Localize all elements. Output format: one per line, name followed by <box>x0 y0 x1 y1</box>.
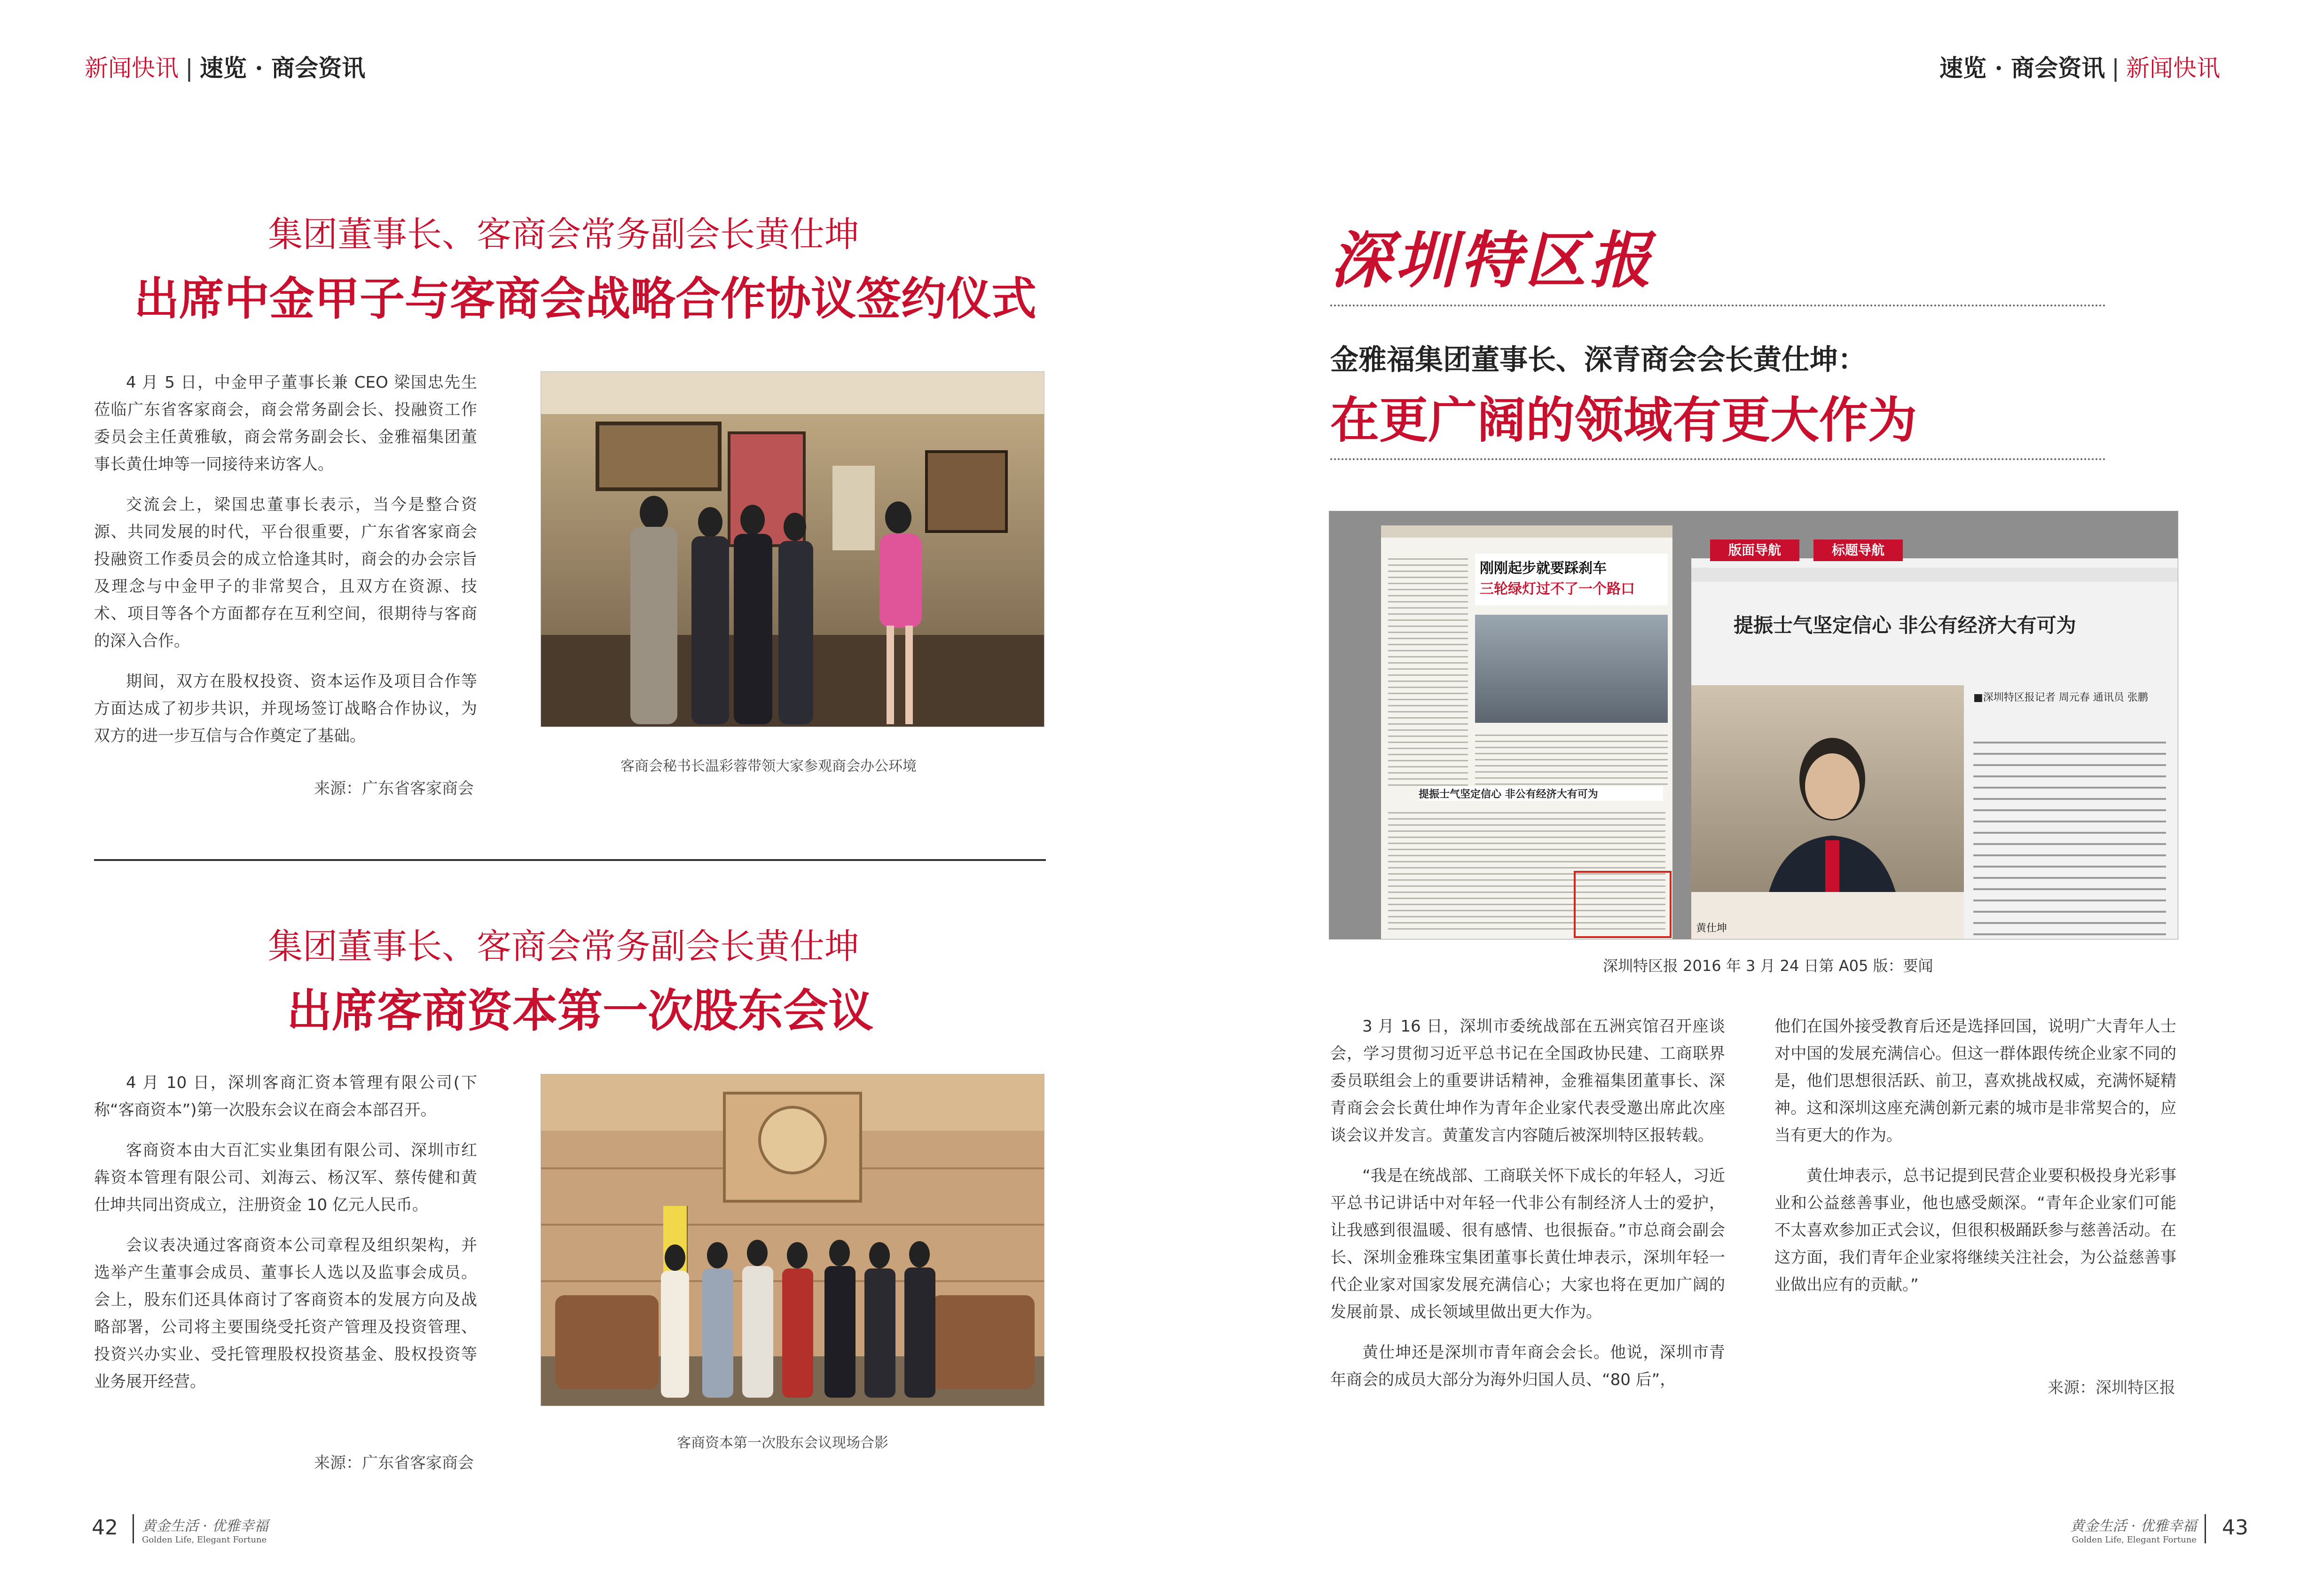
paragraph: 黄仕坤还是深圳市青年商会会长。他说，深圳市青年商会的成员大部分为海外归国人员、“80 后”， <box>1330 1343 1725 1389</box>
right-source: 来源：深圳特区报 <box>2048 1378 2175 1397</box>
article1-title-line2: 出席中金甲子与客商会战略合作协议签约仪式 <box>134 272 1036 325</box>
paragraph: 黄仕坤表示，总书记提到民营企业要积极投身光彩事业和公益慈善事业，他也感受颇深。“青年企业家们可能不太喜欢参加正式会议，但很积极踊跃参与慈善活动。在这方面，我们青年企业家将继续关注社会，为公益慈善事业做出应有的贡献。” <box>1774 1166 2176 1294</box>
article1-body <box>94 369 477 763</box>
paragraph: 他们在国外接受教育后还是选择回国，说明广大青年人士对中国的发展充满信心。但这一群体跟传统企业家不同的是，他们思想很活跃、前卫，喜欢挑战权威，充满怀疑精神。这和深圳这座充满创新元素的城市是非常契合的，应当有更大的作为。 <box>1774 1017 2176 1145</box>
paragraph: 客商资本由大百汇实业集团有限公司、深圳市红犇资本管理有限公司、刘海云、杨汉军、蔡传健和黄仕坤共同出资成立，注册资金 10 亿元人民币。 <box>94 1141 477 1214</box>
reader-pane <box>1691 542 2178 939</box>
page-header-strip <box>1381 525 1672 538</box>
paragraph: 3 月 16 日，深圳市委统战部在五洲宾馆召开座谈会，学习贯彻习近平总书记在全国政协民建、工商联界委员联组会上的重要讲话精神，金雅福集团董事长、深青商会会长黄仕坤作为青年企业家代表受邀出席此次座谈会议并发言。黄董发言内容随后被深圳特区报转载。 <box>1330 1017 1725 1145</box>
news-photo <box>1475 615 1668 723</box>
paragraph: 4 月 5 日，中金甲子董事长兼 CEO 梁国忠先生莅临广东省客家商会，商会常务副会长、投融资工作委员会主任黄雅敏，商会常务副会长、金雅福集团董事长黄仕坤等一同接待来访客人。 <box>94 373 477 474</box>
article1-title-line1: 集团董事长、客商会常务副会长黄仕坤 <box>268 214 859 255</box>
headline-small-2: 三轮绿灯过不了一个路口 <box>1480 581 1635 597</box>
nav-tab-layout[interactable] <box>1710 540 1799 561</box>
right-title-line1: 金雅福集团董事长、深青商会会长黄仕坤： <box>1330 344 1866 376</box>
newspaper-clipping <box>1329 511 2178 939</box>
reader-photo-name-label: 黄仕坤 <box>1696 923 1727 934</box>
article2-photo-caption: 客商资本第一次股东会议现场合影 <box>677 1435 888 1451</box>
left-footer-rule <box>133 1514 134 1543</box>
newspaper-masthead-logo: 深圳特区报 <box>1330 224 1655 296</box>
text-column <box>1388 554 1468 789</box>
left-page-number: 42 <box>92 1516 118 1540</box>
highlighted-article-box <box>1574 871 1672 938</box>
paragraph: 交流会上，梁国忠董事长表示，当今是整合资源、共同发展的时代，平台很重要，广东省客家商会投融资工作委员会的成立恰逢其时，商会的办会宗旨及理念与中金甲子的非常契合，且双方在资源、技术、项目等各个方面都存在互利空间，很期待与客商的深入合作。 <box>94 495 477 650</box>
paragraph: 会议表决通过客商资本公司章程及组织架构，并选举产生董事会成员、董事长人选以及监事会成员。会上，股东们还具体商讨了客商资本的发展方向及战略部署，公司将主要围绕受托资产管理及投资管理、投资兴办实业、受托管理股权投资基金、股权投资等业务展开经营。 <box>94 1236 477 1391</box>
header-section-label: 新闻快讯 <box>2126 55 2220 82</box>
reader-photo <box>1691 685 1964 939</box>
newspaper-page-thumbnail <box>1381 525 1672 939</box>
reader-side-label: ■深圳特区报记者 周元春 通讯员 张鹏 <box>1973 692 2148 704</box>
article-headline-thumbnail: 提振士气坚定信心 非公有经济大有可为 <box>1419 786 1663 801</box>
article2-body <box>94 1069 477 1408</box>
right-page-number: 43 <box>2222 1516 2248 1540</box>
nav-tab-label: 版面导航 <box>1728 542 1781 558</box>
header-subsection-label: 速览 · 商会资讯 <box>1939 54 2105 82</box>
left-footer-brand <box>142 1514 268 1545</box>
brand-english: Golden Life, Elegant Fortune <box>142 1535 267 1545</box>
article1-photo-caption: 客商会秘书长温彩蓉带领大家参观商会办公环境 <box>620 758 917 775</box>
text-column <box>1475 730 1668 786</box>
paragraph: 期间，双方在股权投资、资本运作及项目合作等方面达成了初步共识，并现场签订战略合作协议，为双方的进一步互信与合作奠定了基础。 <box>94 672 477 745</box>
right-body-column-2 <box>1774 1013 2176 1312</box>
paragraph: 4 月 10 日，深圳客商汇资本管理有限公司(下称“客商资本”)第一次股东会议在商会本部召开。 <box>94 1073 477 1119</box>
paragraph: “我是在统战部、工商联关怀下成长的年轻人，习近平总书记讲话中对年轻一代非公有制经济人士的爱护，让我感到很温暖、很有感情、也很振奋。”市总商会副会长、深圳金雅珠宝集团董事长黄仕坤表示，深圳年轻一代企业家对国家发展充满信心；大家也将在更加广阔的发展前景、成长领域里做出更大作为。 <box>1330 1166 1725 1322</box>
right-footer-brand <box>2070 1514 2197 1545</box>
right-footer-rule <box>2205 1514 2206 1543</box>
headline-small: 刚刚起步就要踩刹车 <box>1480 560 1607 577</box>
nav-tab-titles[interactable] <box>1813 540 1903 561</box>
brand-name: 黄金生活 · 优雅幸福 <box>142 1518 268 1534</box>
headline-box <box>1475 554 1668 605</box>
brand-english: Golden Life, Elegant Fortune <box>2072 1535 2197 1545</box>
article1-source: 来源：广东省客家商会 <box>314 779 474 798</box>
title-bottom-rule <box>1330 458 2106 460</box>
left-page-header: 新闻快讯 | 速览 · 商会资讯 <box>85 54 366 82</box>
article2-photo <box>541 1074 1044 1406</box>
right-body-column-1 <box>1330 1013 1725 1407</box>
title-top-rule <box>1330 305 2106 306</box>
clipping-caption: 深圳特区报 2016 年 3 月 24 日第 A05 版：要闻 <box>1603 957 1933 975</box>
right-page-header: 速览 · 商会资讯 | 新闻快讯 <box>1939 54 2220 82</box>
article1-photo <box>541 371 1044 727</box>
nav-tab-label: 标题导航 <box>1831 542 1884 558</box>
reader-toolbar <box>1691 568 2178 582</box>
text-column <box>1973 732 2166 939</box>
brand-name: 黄金生活 · 优雅幸福 <box>2070 1518 2197 1534</box>
right-title-line2: 在更广阔的领域有更大作为 <box>1330 391 1917 449</box>
reader-article-headline: 提振士气坚定信心 非公有经济大有可为 <box>1734 614 2076 637</box>
article-divider <box>94 859 1046 861</box>
article2-title-line2: 出席客商资本第一次股东会议 <box>287 984 873 1037</box>
article2-source: 来源：广东省客家商会 <box>314 1454 474 1472</box>
header-subsection-label: 速览 · 商会资讯 <box>199 54 366 82</box>
article2-title-line1: 集团董事长、客商会常务副会长黄仕坤 <box>268 926 859 967</box>
header-section-label: 新闻快讯 <box>85 55 179 82</box>
